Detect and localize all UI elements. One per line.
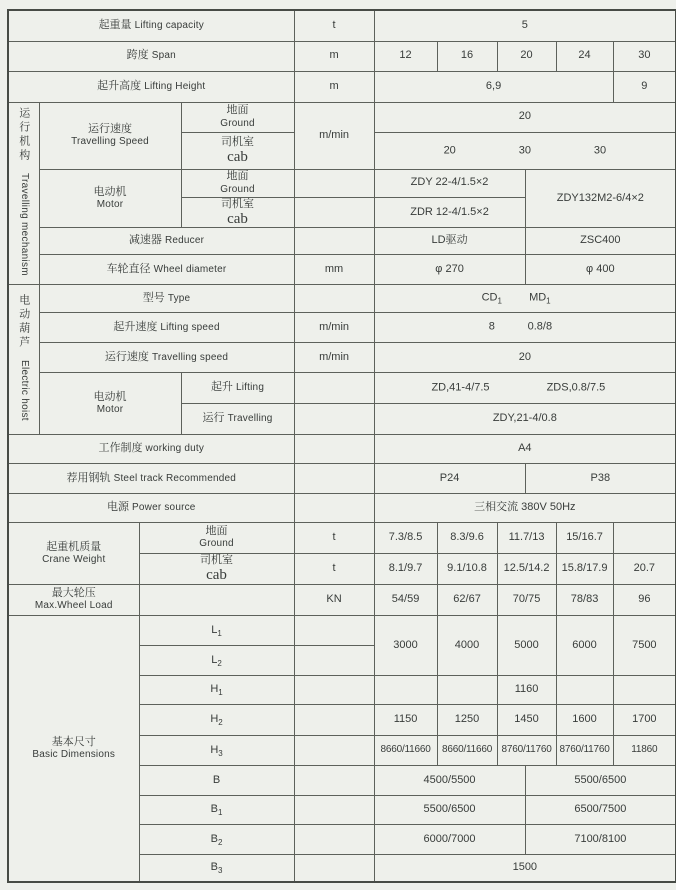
dim-H1-value bbox=[556, 675, 613, 704]
dim-L-value: 5000 bbox=[497, 615, 556, 675]
working-duty-label: 工作制度 working duty bbox=[8, 434, 294, 463]
crane-weight-value: 15.8/17.9 bbox=[556, 553, 613, 584]
lifting-height-value-main: 6,9 bbox=[374, 71, 613, 102]
dim-H2-value: 1450 bbox=[497, 704, 556, 735]
max-wheel-load-sublabel-empty bbox=[139, 584, 294, 615]
lifting-capacity-unit: t bbox=[294, 10, 374, 41]
label-zh: 起升高度 bbox=[97, 79, 142, 92]
crane-specification-table bbox=[7, 9, 676, 883]
hoist-type-values: $CD_1$ $MD_1$ bbox=[374, 284, 676, 312]
crane-weight-value: 15/16.7 bbox=[556, 522, 613, 553]
row-hoist-motor-lifting bbox=[8, 372, 676, 403]
dim-H1-value: 1160 bbox=[497, 675, 556, 704]
dim-L-value: 4000 bbox=[437, 615, 497, 675]
section-label-zh: 运行机构 bbox=[17, 106, 30, 163]
dim-H3-sublabel: $H_3$ bbox=[139, 735, 294, 765]
crane-weight-value: 8.1/9.7 bbox=[374, 553, 437, 584]
travel-speed-cab-values: 20 30 30 bbox=[374, 132, 676, 169]
max-wheel-load-value: 78/83 bbox=[556, 584, 613, 615]
steel-track-right-value: P38 bbox=[525, 463, 676, 493]
max-wheel-load-unit: KN bbox=[294, 584, 374, 615]
row-steel-track bbox=[8, 463, 676, 493]
label-en: Lifting Height bbox=[144, 80, 206, 92]
section-travelling-mechanism bbox=[8, 102, 39, 284]
hoist-motor-label: 电动机 Motor bbox=[39, 372, 181, 434]
crane-weight-ground-unit: t bbox=[294, 522, 374, 553]
row-crane-weight-ground bbox=[8, 522, 676, 553]
hoist-travelling-speed-label: 运行速度 Travelling speed bbox=[39, 342, 294, 372]
hoist-motor-unit-empty bbox=[294, 403, 374, 434]
hoist-lifting-speed-unit: m/min bbox=[294, 312, 374, 342]
span-unit: m bbox=[294, 41, 374, 71]
hoist-motor-unit-empty bbox=[294, 372, 374, 403]
dim-H3-value: 11860 bbox=[613, 735, 676, 765]
row-working-duty bbox=[8, 434, 676, 463]
travel-motor-cab-value: ZDR 12-4/1.5×2 bbox=[374, 197, 525, 227]
steel-track-unit-empty bbox=[294, 463, 374, 493]
hoist-motor-lifting-sublabel: 起升 Lifting bbox=[181, 372, 294, 403]
row-dim-L1 bbox=[8, 615, 676, 645]
travel-motor-ground-value: ZDY 22-4/1.5×2 bbox=[374, 169, 525, 197]
crane-weight-label: 起重机质量 Crane Weight bbox=[8, 522, 139, 584]
label-en: Span bbox=[151, 50, 176, 62]
crane-weight-ground-sublabel: 地面 Ground bbox=[139, 522, 294, 553]
dim-H1-sublabel: $H_1$ bbox=[139, 675, 294, 704]
working-duty-unit-empty bbox=[294, 434, 374, 463]
row-reducer bbox=[8, 227, 676, 254]
wheel-diameter-unit: mm bbox=[294, 254, 374, 284]
row-span bbox=[8, 41, 676, 71]
span-value: 20 bbox=[497, 41, 556, 71]
travel-motor-unit-empty bbox=[294, 197, 374, 227]
dim-B2-right-value: 7100/8100 bbox=[525, 824, 676, 854]
hoist-lifting-speed-values: 8 0.8/8 bbox=[374, 312, 676, 342]
crane-weight-value: 12.5/14.2 bbox=[497, 553, 556, 584]
dim-B1-right-value: 6500/7500 bbox=[525, 795, 676, 824]
label-zh: 起重量 bbox=[98, 19, 132, 32]
dim-H3-value: 8660/11660 bbox=[374, 735, 437, 765]
section-electric-hoist bbox=[8, 284, 39, 434]
dim-unit-empty bbox=[294, 765, 374, 795]
dim-H1-value bbox=[437, 675, 497, 704]
dim-H3-value: 8660/11660 bbox=[437, 735, 497, 765]
label-en: Lifting capacity bbox=[134, 20, 204, 32]
crane-weight-value: 9.1/10.8 bbox=[437, 553, 497, 584]
row-lifting-capacity bbox=[8, 10, 676, 41]
travel-motor-ground-sublabel: 地面 Ground bbox=[181, 169, 294, 197]
row-max-wheel-load bbox=[8, 584, 676, 615]
dim-unit-empty bbox=[294, 675, 374, 704]
dim-L-value: 6000 bbox=[556, 615, 613, 675]
max-wheel-load-value: 70/75 bbox=[497, 584, 556, 615]
wheel-diameter-label: 车轮直径 Wheel diameter bbox=[39, 254, 294, 284]
reducer-label: 减速器 Reducer bbox=[39, 227, 294, 254]
lifting-capacity-label bbox=[8, 10, 294, 41]
working-duty-value: A4 bbox=[374, 434, 676, 463]
hoist-travelling-speed-unit: m/min bbox=[294, 342, 374, 372]
dim-B-left-value: 4500/5500 bbox=[374, 765, 525, 795]
row-travel-speed-ground bbox=[8, 102, 676, 132]
section-label-zh: 电动葫芦 bbox=[17, 293, 30, 350]
dim-H3-value: 8760/11760 bbox=[556, 735, 613, 765]
travel-motor-label: 电动机 Motor bbox=[39, 169, 181, 227]
travel-motor-unit-empty bbox=[294, 169, 374, 197]
dim-H2-value: 1600 bbox=[556, 704, 613, 735]
reducer-right-value: ZSC400 bbox=[525, 227, 676, 254]
span-value: 16 bbox=[437, 41, 497, 71]
dim-unit-empty bbox=[294, 795, 374, 824]
travel-speed-ground-value: 20 bbox=[374, 102, 676, 132]
dim-L-value: 3000 bbox=[374, 615, 437, 675]
crane-weight-cab-sublabel: 司机室 cab bbox=[139, 553, 294, 584]
span-value: 12 bbox=[374, 41, 437, 71]
row-hoist-type bbox=[8, 284, 676, 312]
steel-track-left-value: P24 bbox=[374, 463, 525, 493]
dim-H1-value bbox=[613, 675, 676, 704]
row-wheel-diameter bbox=[8, 254, 676, 284]
span-label bbox=[8, 41, 294, 71]
dim-H1-value bbox=[374, 675, 437, 704]
crane-weight-value bbox=[613, 522, 676, 553]
hoist-type-unit-empty bbox=[294, 284, 374, 312]
section-vertical-label bbox=[18, 107, 30, 276]
max-wheel-load-value: 54/59 bbox=[374, 584, 437, 615]
dim-unit-empty bbox=[294, 645, 374, 675]
dim-H2-value: 1250 bbox=[437, 704, 497, 735]
lifting-height-unit: m bbox=[294, 71, 374, 102]
travel-speed-label: 运行速度 Travelling Speed bbox=[39, 102, 181, 169]
steel-track-label: 荐用钢轨 Steel track Recommended bbox=[8, 463, 294, 493]
hoist-lifting-speed-label: 起升速度 Lifting speed bbox=[39, 312, 294, 342]
section-vertical-label bbox=[18, 294, 30, 421]
power-source-unit-empty bbox=[294, 493, 374, 522]
span-value: 24 bbox=[556, 41, 613, 71]
basic-dimensions-label: 基本尺寸 Basic Dimensions bbox=[8, 615, 139, 882]
dim-unit-empty bbox=[294, 704, 374, 735]
dim-B1-sublabel: $B_1$ bbox=[139, 795, 294, 824]
hoist-motor-travelling-sublabel: 运行 Travelling bbox=[181, 403, 294, 434]
dim-H2-value: 1150 bbox=[374, 704, 437, 735]
max-wheel-load-value: 62/67 bbox=[437, 584, 497, 615]
crane-weight-value: 7.3/8.5 bbox=[374, 522, 437, 553]
row-lifting-height bbox=[8, 71, 676, 102]
row-hoist-lifting-speed bbox=[8, 312, 676, 342]
dim-unit-empty bbox=[294, 615, 374, 645]
hoist-type-label: 型号 Type bbox=[39, 284, 294, 312]
dim-H3-value: 8760/11760 bbox=[497, 735, 556, 765]
reducer-unit-empty bbox=[294, 227, 374, 254]
wheel-diameter-right-value: φ 400 bbox=[525, 254, 676, 284]
dim-L-value: 7500 bbox=[613, 615, 676, 675]
dim-B1-left-value: 5500/6500 bbox=[374, 795, 525, 824]
travel-speed-cab-sublabel: 司机室 cab bbox=[181, 132, 294, 169]
dim-L2-sublabel: $L_2$ bbox=[139, 645, 294, 675]
crane-weight-value: 20.7 bbox=[613, 553, 676, 584]
span-value: 30 bbox=[613, 41, 676, 71]
wheel-diameter-left-value: φ 270 bbox=[374, 254, 525, 284]
hoist-travelling-speed-value: 20 bbox=[374, 342, 676, 372]
dim-B2-left-value: 6000/7000 bbox=[374, 824, 525, 854]
lifting-height-value-last: 9 bbox=[613, 71, 676, 102]
crane-weight-value: 11.7/13 bbox=[497, 522, 556, 553]
power-source-value: 三相交流 380V 50Hz bbox=[374, 493, 676, 522]
hoist-motor-lifting-values: ZD,41-4/7.5 ZDS,0.8/7.5 bbox=[374, 372, 676, 403]
dim-B-sublabel: B bbox=[139, 765, 294, 795]
travel-speed-ground-sublabel: 地面 Ground bbox=[181, 102, 294, 132]
dim-unit-empty bbox=[294, 824, 374, 854]
travel-motor-right-value: ZDY132M2-6/4×2 bbox=[525, 169, 676, 227]
dim-unit-empty bbox=[294, 854, 374, 882]
dim-B-right-value: 5500/6500 bbox=[525, 765, 676, 795]
dim-L1-sublabel: $L_1$ bbox=[139, 615, 294, 645]
crane-weight-value: 8.3/9.6 bbox=[437, 522, 497, 553]
power-source-label: 电源 Power source bbox=[8, 493, 294, 522]
max-wheel-load-label: 最大轮压 Max.Wheel Load bbox=[8, 584, 139, 615]
label-zh: 跨度 bbox=[126, 49, 149, 62]
row-power-source bbox=[8, 493, 676, 522]
dim-B3-value: 1500 bbox=[374, 854, 676, 882]
row-travel-motor-ground bbox=[8, 169, 676, 197]
crane-weight-cab-unit: t bbox=[294, 553, 374, 584]
hoist-motor-travelling-value: ZDY,21-4/0.8 bbox=[374, 403, 676, 434]
dim-H2-value: 1700 bbox=[613, 704, 676, 735]
travel-speed-unit: m/min bbox=[294, 102, 374, 169]
reducer-left-value: LD驱动 bbox=[374, 227, 525, 254]
lifting-height-label bbox=[8, 71, 294, 102]
dim-B3-sublabel: $B_3$ bbox=[139, 854, 294, 882]
dim-B2-sublabel: $B_2$ bbox=[139, 824, 294, 854]
travel-motor-cab-sublabel: 司机室 cab bbox=[181, 197, 294, 227]
row-hoist-travelling-speed bbox=[8, 342, 676, 372]
dim-unit-empty bbox=[294, 735, 374, 765]
dim-H2-sublabel: $H_2$ bbox=[139, 704, 294, 735]
max-wheel-load-value: 96 bbox=[613, 584, 676, 615]
lifting-capacity-value: 5 bbox=[374, 10, 676, 41]
section-label-en: Electric hoist bbox=[18, 359, 30, 421]
section-label-en: Travelling mechanism bbox=[18, 172, 30, 276]
